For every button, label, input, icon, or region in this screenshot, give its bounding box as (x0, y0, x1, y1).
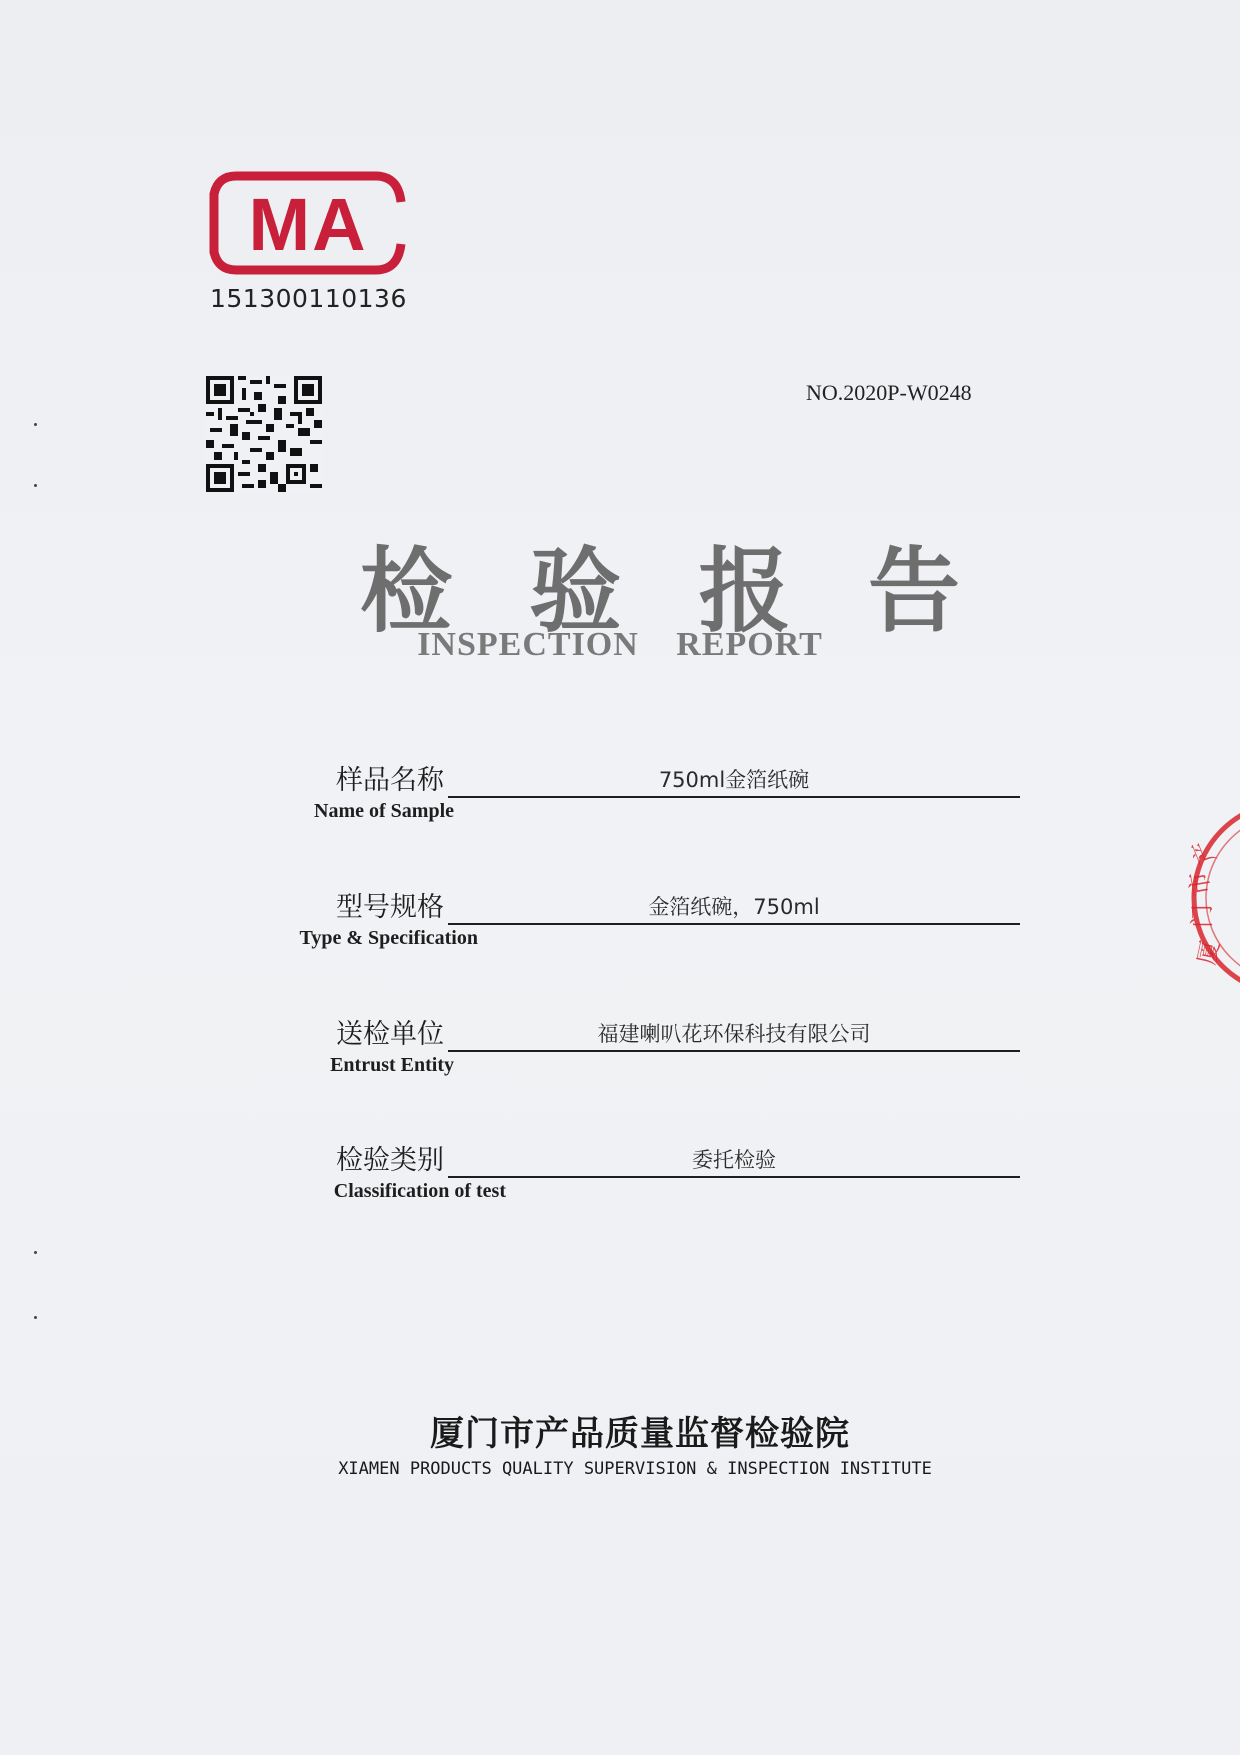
svg-text:MA: MA (248, 183, 368, 266)
field-label-cn: 样品名称 (336, 765, 444, 796)
svg-text:市: 市 (1184, 869, 1216, 898)
cma-number: 151300110136 (210, 284, 407, 313)
field-label-en: Classification of test (333, 1180, 506, 1202)
institute-name-english: XIAMEN PRODUCTS QUALITY SUPERVISION & INSPECTION INSTITUTE (338, 1459, 932, 1479)
field-label-cn: 检验类别 (336, 1145, 444, 1176)
field-label-en: Type & Specification (299, 927, 478, 949)
field-label-cn: 型号规格 (336, 892, 444, 923)
scan-mark (34, 1316, 37, 1319)
field-underline (448, 923, 1020, 925)
field-label-cn: 送检单位 (336, 1019, 444, 1050)
field-value: 委托检验 (692, 1148, 776, 1172)
title-char: 报 (698, 537, 791, 645)
field-test-classification (0, 1138, 1240, 1218)
svg-text:产: 产 (1186, 835, 1222, 869)
svg-text:门: 门 (1188, 904, 1216, 928)
field-value: 金箔纸碗，750ml (648, 895, 820, 919)
title-char: 告 (867, 537, 960, 645)
title-char: 检 (360, 537, 453, 645)
report-number: NO.2020P-W0248 (806, 380, 972, 405)
field-value: 福建喇叭花环保科技有限公司 (597, 1022, 871, 1046)
field-sample-name (0, 758, 1240, 838)
field-label-en: Name of Sample (314, 800, 454, 822)
field-underline (448, 1176, 1020, 1178)
qr-code-icon (206, 376, 322, 492)
title-char: 验 (529, 537, 622, 645)
field-type-spec (0, 885, 1240, 968)
institute-name-chinese: 厦门市产品质量监督检验院 (430, 1414, 850, 1454)
scan-mark (34, 1251, 37, 1254)
field-label-en: Entrust Entity (330, 1054, 454, 1076)
report-title-english: INSPECTION REPORT (417, 626, 823, 663)
field-value: 750ml金箔纸碗 (658, 768, 810, 792)
cma-logo-icon (208, 166, 408, 280)
svg-text:厦: 厦 (1192, 937, 1225, 968)
official-seal-stamp (1180, 798, 1240, 998)
field-entrust-entity (0, 1012, 1240, 1092)
field-underline (448, 1050, 1020, 1052)
scan-mark (34, 423, 37, 426)
scan-mark (34, 484, 37, 487)
field-underline (448, 796, 1020, 798)
